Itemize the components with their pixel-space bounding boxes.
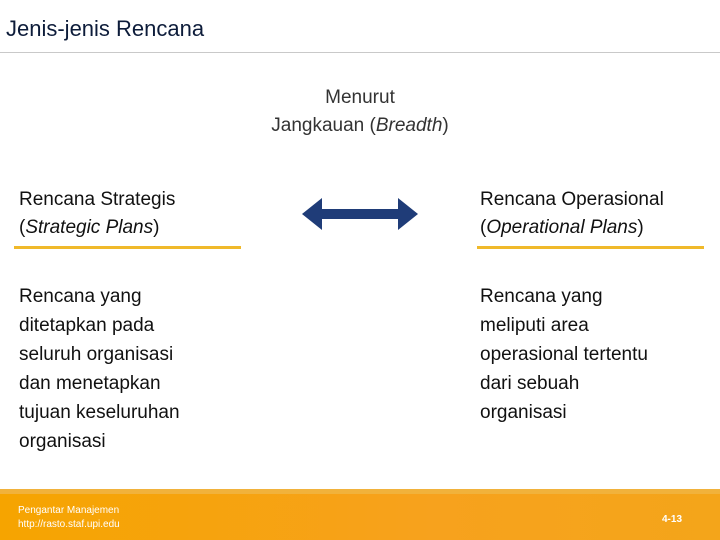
operational-description-line: organisasi [480,402,567,423]
breadth-prefix: Jangkauan ( [271,115,376,136]
operational-heading-line2 [480,214,664,242]
footer-text [18,504,120,532]
breadth-italic: Breadth [375,115,443,136]
strategic-heading-line2 [19,214,175,242]
title-divider [0,52,720,53]
operational-description-line: dari sebuah [480,373,580,394]
breadth-label [210,84,510,140]
footer-url: http://rasto.staf.upi.edu [18,519,120,530]
double-headed-arrow-icon [302,198,418,230]
strategic-heading-line1: Rencana Strategis [19,189,176,210]
operational-heading-italic: Operational Plans [486,217,638,238]
strategic-description-line: organisasi [19,431,106,452]
strategic-description [19,282,180,456]
strategic-heading-prefix: ( [19,217,26,238]
operational-description [480,282,648,427]
strategic-description-line: Rencana yang [19,286,142,307]
strategic-description-line: ditetapkan pada [19,315,155,336]
strategic-description-line: seluruh organisasi [19,344,174,365]
operational-heading-suffix: ) [637,217,644,238]
operational-description-line: meliputi area [480,315,589,336]
breadth-label-line1: Menurut [325,87,395,108]
strategic-description-line: tujuan keseluruhan [19,402,180,423]
operational-heading-prefix: ( [480,217,487,238]
breadth-suffix: ) [442,115,449,136]
page-number: 4-13 [661,514,682,525]
breadth-label-line2 [210,112,510,140]
strategic-heading-suffix: ) [153,217,160,238]
arrow-shape [302,198,418,230]
operational-description-line: operasional tertentu [480,344,648,365]
strategic-description-line: dan menetapkan [19,373,161,394]
operational-description-line: Rencana yang [480,286,603,307]
slide-title: Jenis-jenis Rencana [6,16,205,41]
operational-heading-line1: Rencana Operasional [480,189,664,210]
strategic-heading-italic: Strategic Plans [25,217,154,238]
operational-plans-heading [480,186,664,242]
footer-course-name: Pengantar Manajemen [18,505,120,516]
strategic-plans-heading [19,186,175,242]
strategic-underline [14,246,241,249]
operational-underline [477,246,704,249]
